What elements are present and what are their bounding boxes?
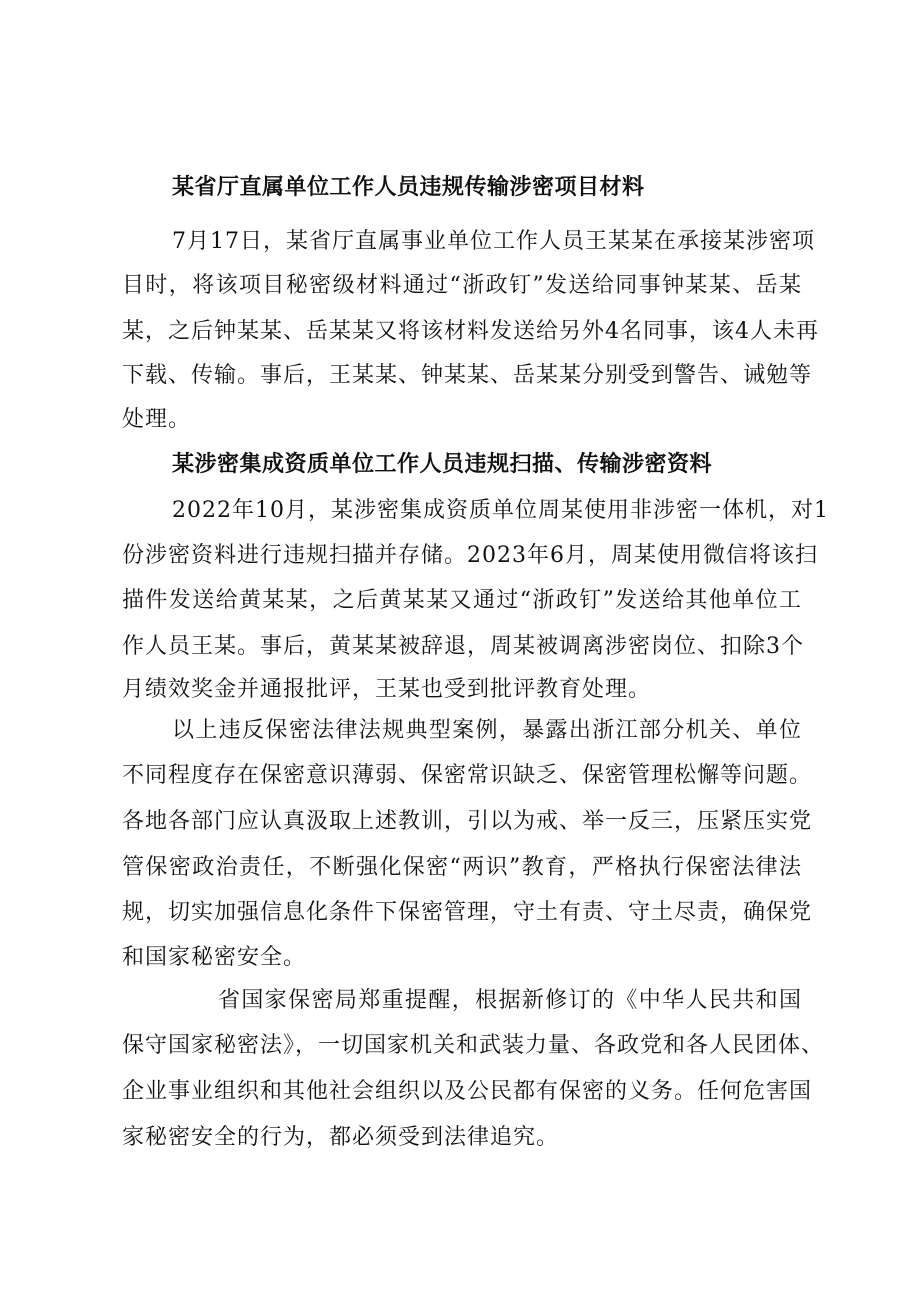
case1-line-3: 某，之后钟某某、岳某某又将该材料发送给另外4名同事，该4人未再 bbox=[122, 319, 819, 344]
summary-line-6: 和国家秘密安全。 bbox=[122, 945, 307, 970]
case1-line-4: 下载、传输。事后，王某某、钟某某、岳某某分别受到警告、诫勉等 bbox=[122, 363, 813, 388]
case2-line-5: 月绩效奖金并通报批评，王某也受到批评教育处理。 bbox=[122, 677, 652, 702]
case1-line-5: 处理。 bbox=[122, 407, 192, 432]
summary-line-2: 不同程度存在保密意识薄弱、保密常识缺乏、保密管理松懈等问题。 bbox=[122, 763, 813, 788]
reminder-line-2: 保守国家秘密法》，一切国家机关和武装力量、各政党和各人民团体、 bbox=[122, 1033, 825, 1058]
summary-line-4: 管保密政治责任，不断强化保密“两识”教育，严格执行保密法律法 bbox=[122, 855, 802, 880]
reminder-line-1: 省国家保密局郑重提醒，根据新修订的《中华人民共和国 bbox=[218, 988, 802, 1013]
reminder-line-3: 企业事业组织和其他社会组织以及公民都有保密的义务。任何危害国 bbox=[122, 1079, 813, 1104]
summary-line-3: 各地各部门应认真汲取上述教训，引以为戒、举一反三，压紧压实党 bbox=[122, 809, 813, 834]
summary-line-1: 以上违反保密法律法规典型案例，暴露出浙江部分机关、单位 bbox=[172, 718, 802, 743]
case2-heading: 某涉密集成资质单位工作人员违规扫描、传输涉密资料 bbox=[172, 452, 713, 477]
case2-line-3: 描件发送给黄某某，之后黄某某又通过“浙政钉”发送给其他单位工 bbox=[122, 588, 802, 613]
case1-heading: 某省厅直属单位工作人员违规传输涉密项目材料 bbox=[172, 175, 645, 200]
case1-line-2: 目时，将该项目秘密级材料通过“浙政钉”发送给同事钟某某、岳某 bbox=[122, 273, 802, 298]
case2-line-2: 份涉密资料进行违规扫描并存储。2023年6月，周某使用微信将该扫 bbox=[122, 543, 818, 568]
case2-line-1: 2022年10月，某涉密集成资质单位周某使用非涉密一体机，对1 bbox=[172, 498, 829, 523]
case2-line-4: 作人员王某。事后，黄某某被辞退，周某被调离涉密岗位、扣除3个 bbox=[122, 634, 804, 659]
summary-line-5: 规，切实加强信息化条件下保密管理，守土有责、守土尽责，确保党 bbox=[122, 900, 813, 925]
case1-line-1: 7月17日，某省厅直属事业单位工作人员王某某在承接某涉密项 bbox=[172, 229, 815, 254]
reminder-line-4: 家秘密安全的行为，都必须受到法律追究。 bbox=[122, 1125, 560, 1150]
